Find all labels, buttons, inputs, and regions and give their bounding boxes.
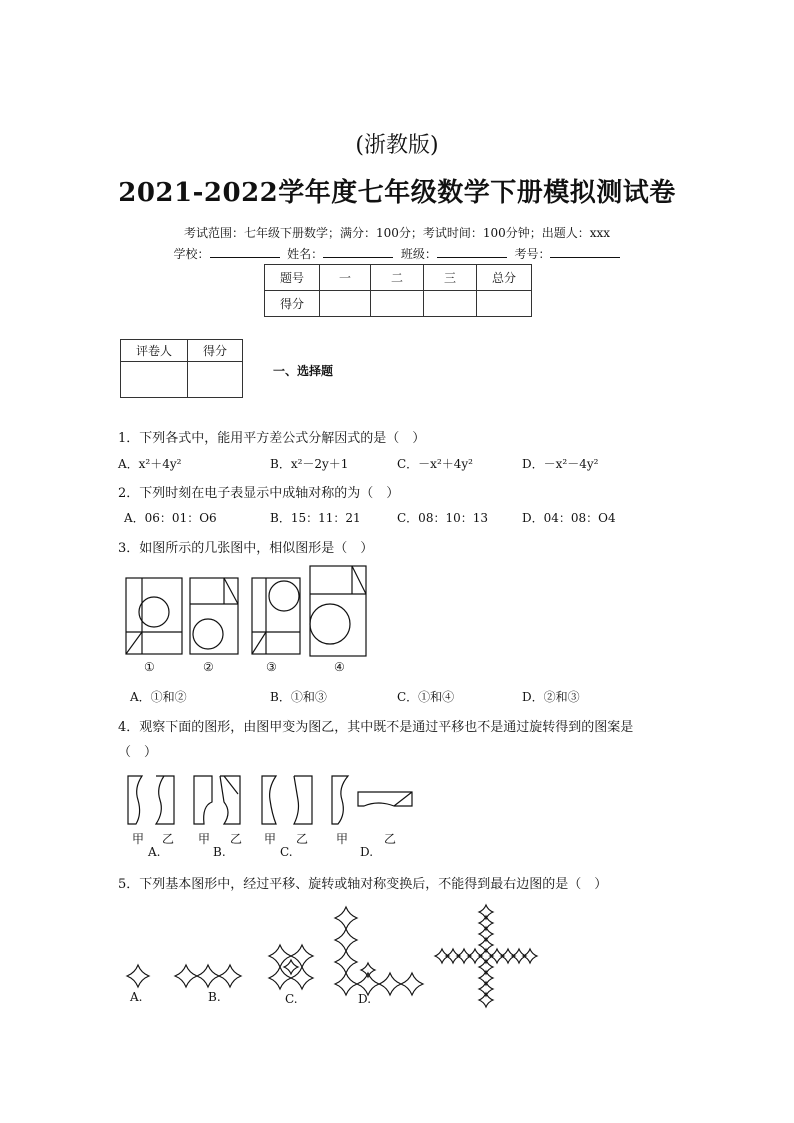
q5-option-d[interactable]: D. xyxy=(358,992,372,1006)
q5-d-star xyxy=(361,963,375,977)
figure-3-shape xyxy=(252,578,300,654)
number-label: 考号： xyxy=(514,247,551,261)
option-c-pair xyxy=(262,776,312,824)
question-3-stem: 3．如图所示的几张图中，相似图形是（ ） xyxy=(118,541,374,556)
q3-option-c[interactable]: C．①和④ xyxy=(397,690,455,704)
edition-label: (浙教版) xyxy=(355,133,439,158)
q3-option-b[interactable]: B．①和③ xyxy=(270,690,327,704)
q5-d-star xyxy=(335,973,357,995)
q4-figure xyxy=(124,772,424,832)
score-cell[interactable] xyxy=(424,291,477,317)
q5-option-a[interactable]: A. xyxy=(130,990,143,1004)
option-d-pair xyxy=(332,776,412,824)
q3-figure xyxy=(120,562,380,672)
number-blank[interactable] xyxy=(550,245,620,258)
score-cell[interactable] xyxy=(371,291,424,317)
score-cell[interactable] xyxy=(477,291,532,317)
grader-cell[interactable] xyxy=(188,362,243,398)
pair-label: 乙 xyxy=(384,832,397,846)
exam-title: 2021-2022学年度七年级数学下册模拟测试卷 xyxy=(118,178,676,208)
q4-option-a[interactable]: A. xyxy=(148,845,161,859)
question-4-stem: 4．观察下面的图形，由图甲变为图乙，其中既不是通过平移也不是通过旋转得到的图案是 xyxy=(118,720,634,735)
q5-figure xyxy=(120,900,540,1010)
option-a-pair xyxy=(128,776,174,824)
figure-1-shape xyxy=(126,578,182,654)
q5-c-star xyxy=(269,967,291,989)
student-info-line xyxy=(0,245,794,262)
school-label: 学校： xyxy=(173,247,210,261)
q5-d-star xyxy=(401,973,423,995)
figure-label: ② xyxy=(203,660,214,674)
q5-c-star xyxy=(284,960,298,974)
q3-option-d[interactable]: D．②和③ xyxy=(522,690,580,704)
class-blank[interactable] xyxy=(437,245,507,258)
name-label: 姓名： xyxy=(287,247,324,261)
grader-header-cell: 评卷人 xyxy=(121,340,188,362)
figure-2-shape xyxy=(190,578,238,654)
q1-option-b[interactable]: B．x²－2y＋1 xyxy=(270,457,349,471)
q3-option-a[interactable]: A．①和② xyxy=(130,690,187,704)
q1-option-d[interactable]: D．－x²－4y² xyxy=(522,457,599,471)
q2-option-b[interactable]: B．15：11：21 xyxy=(270,511,361,525)
q2-option-c[interactable]: C．08：10：13 xyxy=(397,511,488,525)
q5-c-star xyxy=(291,945,313,967)
q4-option-d[interactable]: D. xyxy=(360,845,374,859)
pair-label: 乙 xyxy=(230,832,243,846)
section-title: 一、选择题 xyxy=(273,364,334,378)
pair-label: 甲 xyxy=(264,832,277,846)
figure-label: ① xyxy=(144,660,155,674)
q5-c-star xyxy=(269,945,291,967)
score-header-cell: 三 xyxy=(424,265,477,291)
q2-option-d[interactable]: D．04：08：O4 xyxy=(522,511,616,525)
q2-option-a[interactable]: A．06：01：O6 xyxy=(124,511,217,525)
q5-option-c[interactable]: C. xyxy=(285,992,298,1006)
score-header-cell: 二 xyxy=(371,265,424,291)
score-table xyxy=(264,264,532,317)
score-header-cell: 题号 xyxy=(265,265,320,291)
question-1-stem: 1．下列各式中，能用平方差公式分解因式的是（ ） xyxy=(118,431,426,446)
figure-label: ③ xyxy=(266,660,277,674)
figure-4-shape xyxy=(310,566,366,656)
figure-label: ④ xyxy=(334,660,345,674)
score-header-cell: 总分 xyxy=(477,265,532,291)
q4-option-c[interactable]: C. xyxy=(280,845,293,859)
pair-label: 甲 xyxy=(132,832,145,846)
q5-d-star xyxy=(335,907,357,929)
grader-table xyxy=(120,339,243,398)
question-4-stem-cont: （ ） xyxy=(118,745,158,760)
q5-d-star xyxy=(335,951,357,973)
q5-b-star xyxy=(175,965,197,987)
question-5-stem: 5．下列基本图形中，经过平移、旋转或轴对称变换后，不能得到最右边图的是（ ） xyxy=(118,877,608,892)
name-blank[interactable] xyxy=(323,245,393,258)
pair-label: 甲 xyxy=(198,832,211,846)
option-b-pair xyxy=(194,776,240,824)
pair-label: 乙 xyxy=(162,832,175,846)
q5-b-star xyxy=(197,965,219,987)
q1-option-a[interactable]: A．x²＋4y² xyxy=(118,457,182,471)
q5-d-star xyxy=(335,929,357,951)
grader-header-cell: 得分 xyxy=(188,340,243,362)
q4-option-b[interactable]: B. xyxy=(213,845,226,859)
q5-c-star xyxy=(291,967,313,989)
grader-cell[interactable] xyxy=(121,362,188,398)
score-header-cell: 一 xyxy=(320,265,371,291)
q1-option-c[interactable]: C．－x²＋4y² xyxy=(397,457,473,471)
school-blank[interactable] xyxy=(210,245,280,258)
pair-label: 乙 xyxy=(296,832,309,846)
question-2-stem: 2．下列时刻在电子表显示中成轴对称的为（ ） xyxy=(118,486,400,501)
q5-a-star xyxy=(127,965,149,987)
q5-b-star xyxy=(219,965,241,987)
score-cell[interactable] xyxy=(320,291,371,317)
pair-label: 甲 xyxy=(336,832,349,846)
score-row-label: 得分 xyxy=(265,291,320,317)
q5-option-b[interactable]: B. xyxy=(208,990,221,1004)
q5-d-star xyxy=(379,973,401,995)
exam-info: 考试范围：七年级下册数学；满分：100分；考试时间：100分钟；出题人：xxx xyxy=(183,226,611,240)
class-label: 班级： xyxy=(400,247,437,261)
